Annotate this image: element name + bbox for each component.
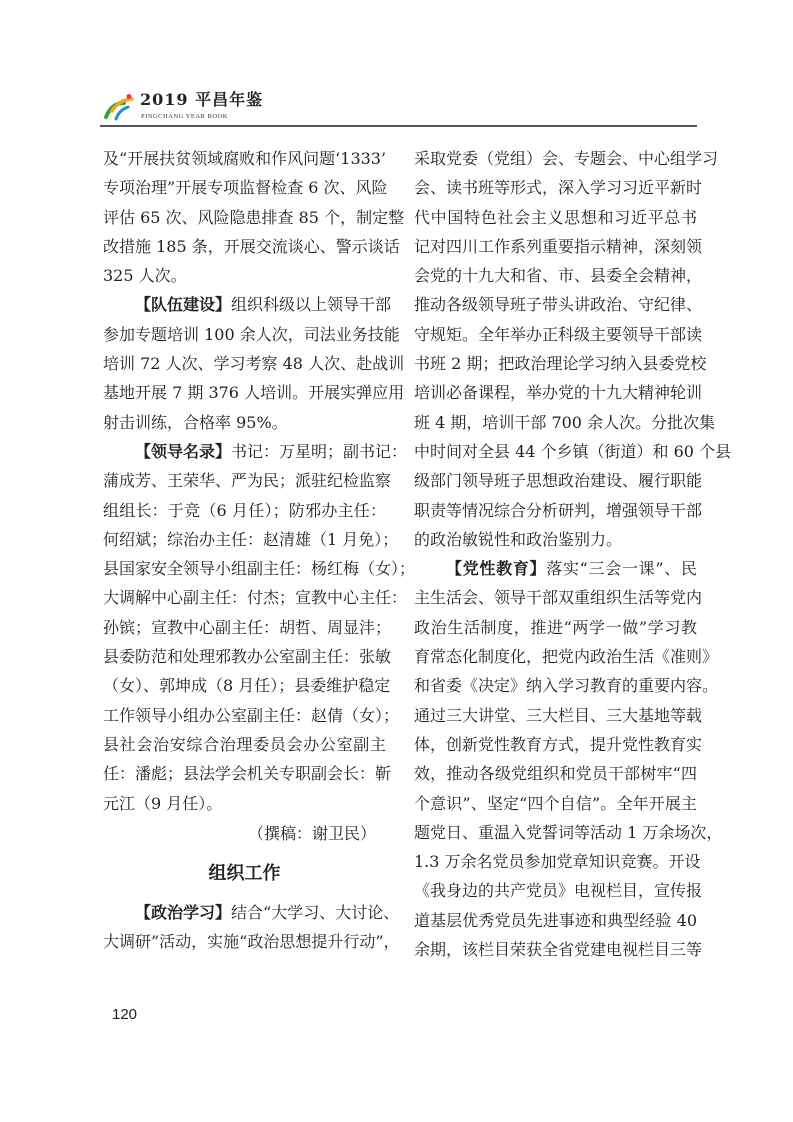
subsection-label: 【队伍建设】 [135,295,232,315]
line-text: 育常态化制度化，把党内政治生活《准则》 [414,647,719,667]
line-text: 县社会治安综合治理委员会办公室副主 [103,734,386,754]
text-line [103,671,391,700]
line-text: 落实“三会一课”、民 [546,559,697,579]
text-line [103,730,386,759]
line-text: 蒲成芳、王荣华、严为民；派驻纪检监察 [103,471,392,491]
text-line [103,525,399,554]
text-line [103,378,405,407]
left-text-column [103,144,416,956]
subsection-label: 【政治学习】 [135,902,232,922]
line-text: 和省委《决定》纳入学习教育的重要内容。 [414,676,719,696]
text-line [414,583,703,612]
text-line [414,818,723,847]
line-text: 采取党委（党组）会、专题会、中心组学习 [414,149,719,168]
line-text: 道基层优秀党员先进事迹和典型经验 40 [414,910,697,930]
text-line [414,554,697,583]
text-line [414,408,716,437]
line-text: 职责等情况综合分析研判，增强领导干部 [414,500,703,520]
line-text: （女）、郭坤成（8 月任）；县委维护稳定 [103,676,391,696]
text-line [103,496,386,525]
line-text: 中时间对全县 44 个乡镇（街道）和 60 个县 [414,441,732,461]
line-text: 体，创新党性教育方式，提升党性教育实 [414,734,703,754]
line-text: 工作领导小组办公室副主任：赵倩（女）； [103,705,400,725]
text-line [103,701,400,730]
line-text: 班 4 期，培训干部 700 余人次。分批次集 [414,412,716,432]
header-divider [100,125,697,127]
text-line [103,642,392,671]
text-line [103,232,400,261]
line-text: 组织科级以上领导干部 [231,295,392,315]
text-line [414,847,701,876]
yearbook-subtitle: PINGCHANG YEAR BOOK [141,113,228,120]
line-text: 何绍斌；综治办主任：赵清雄（1 月免）； [103,529,399,549]
text-line [414,759,697,788]
section-heading [103,850,386,898]
line-text: 书记：万星明；副书记： [231,441,408,461]
line-text: 参加专题培训 100 余人次，司法业务技能 [103,324,400,344]
line-text: 孙镔；宣教中心副主任：胡哲、周显沣； [103,617,392,637]
right-text-column [414,144,732,964]
text-line [103,261,386,290]
text-line [103,554,416,583]
page-header [100,90,697,124]
text-line [414,496,703,525]
text-line [414,876,703,905]
line-text: 《我身边的共产党员》电视栏目，宣传报 [414,881,703,901]
yearbook-logo-icon [102,93,136,121]
text-line [414,613,697,642]
line-text: 会党的十九大和省、市、县委全会精神， [414,266,703,286]
line-text: 个意识”、坚定“四个自信”。全年开展主 [414,793,697,813]
text-line [414,144,719,173]
line-text: 通过三大讲堂、三大栏目、三大基地等载 [414,705,703,725]
text-line [103,789,386,818]
line-text: （撰稿：谢卫民） [247,823,376,843]
text-line [414,320,703,349]
text-line [103,927,400,956]
text-line [103,437,408,466]
text-line [103,466,392,495]
text-line [103,408,386,437]
line-text: 县国家安全领导小组副主任：杨红梅（女）； [103,559,416,579]
line-text: 射击训练，合格率 95%。 [103,412,288,432]
line-text: 评估 65 次、风险隐患排查 85 个，制定整 [103,207,405,227]
text-line [103,320,400,349]
line-text: 记对四川工作系列重要指示精神，深刻领 [414,236,703,256]
text-line [414,232,703,261]
line-text: 专项治理”开展专项监督检查 6 次、风险 [103,178,388,198]
text-line [414,701,703,730]
text-line [414,906,697,935]
line-text: 培训 72 人次、学习考察 48 人次、赴战训 [103,354,405,374]
line-text: 组织工作 [208,862,281,884]
page-number: 120 [112,1006,138,1023]
line-text: 的政治敏锐性和政治鉴别力。 [414,529,623,549]
text-line [103,203,405,232]
text-line [103,144,386,173]
text-line [414,203,697,232]
line-text: 县委防范和处理邪教办公室副主任：张敏 [103,647,392,667]
line-text: 书班 2 期；把政治理论学习纳入县委党校 [414,354,707,374]
line-text: 1.3 万余名党员参加党章知识竞赛。开设 [414,852,701,872]
line-text: 守规矩。全年举办正科级主要领导干部读 [414,324,703,344]
line-text: 元江（9 月任）。 [103,793,223,813]
text-line [414,290,703,319]
yearbook-title: 2019 平昌年鉴 [140,90,264,109]
text-line [414,437,732,466]
line-text: 主生活会、领导干部双重组织生活等党内 [414,588,703,608]
line-text: 培训必备课程，举办党的十九大精神轮训 [414,383,703,403]
text-line [103,173,386,202]
text-line [103,759,392,788]
text-line [414,671,719,700]
line-text: 大调研”活动，实施“政治思想提升行动”， [103,932,400,952]
text-line [103,349,405,378]
text-line [414,173,703,202]
subsection-label: 【党性教育】 [446,559,547,579]
text-line [414,349,707,378]
text-line [103,583,408,612]
text-line [103,290,392,319]
line-text: 任：潘彪；县法学会机关专职副会长：靳 [103,764,392,784]
line-text: 余期，该栏目荣获全省党建电视栏目三等 [414,940,703,960]
text-line [414,466,703,495]
line-text: 代中国特色社会主义思想和习近平总书 [414,207,697,227]
text-line [103,613,392,642]
text-line [414,261,703,290]
line-text: 效，推动各级党组织和党员干部树牢“四 [414,764,697,784]
line-text: 改措施 185 条，开展交流谈心、警示谈话 [103,236,400,256]
text-line [103,898,400,927]
line-text: 结合“大学习、大讨论、 [231,902,400,922]
text-line [414,730,703,759]
text-line [414,378,703,407]
line-text: 会、读书班等形式，深入学习习近平新时 [414,178,703,198]
line-text: 级部门领导班子思想政治建设、履行职能 [414,471,703,491]
line-text: 基地开展 7 期 376 人培训。开展实弹应用 [103,383,405,403]
line-text: 推动各级领导班子带头讲政治、守纪律、 [414,295,703,315]
subsection-label: 【领导名录】 [135,441,232,461]
author-credit [103,818,386,850]
line-text: 大调解中心副主任：付杰；宣教中心主任： [103,588,408,608]
text-line [414,642,719,671]
line-text: 及“开展扶贫领域腐败和作风问题‘1333’ [103,149,387,168]
text-line [414,935,703,964]
line-text: 组组长：于竞（6 月任）；防邪办主任： [103,500,386,520]
line-text: 325 人次。 [103,266,187,286]
text-line [414,525,697,554]
line-text: 政治生活制度，推进“两学一做”学习教 [414,617,697,637]
text-line [414,789,697,818]
line-text: 题党日、重温入党誓词等活动 1 万余场次， [414,822,723,842]
